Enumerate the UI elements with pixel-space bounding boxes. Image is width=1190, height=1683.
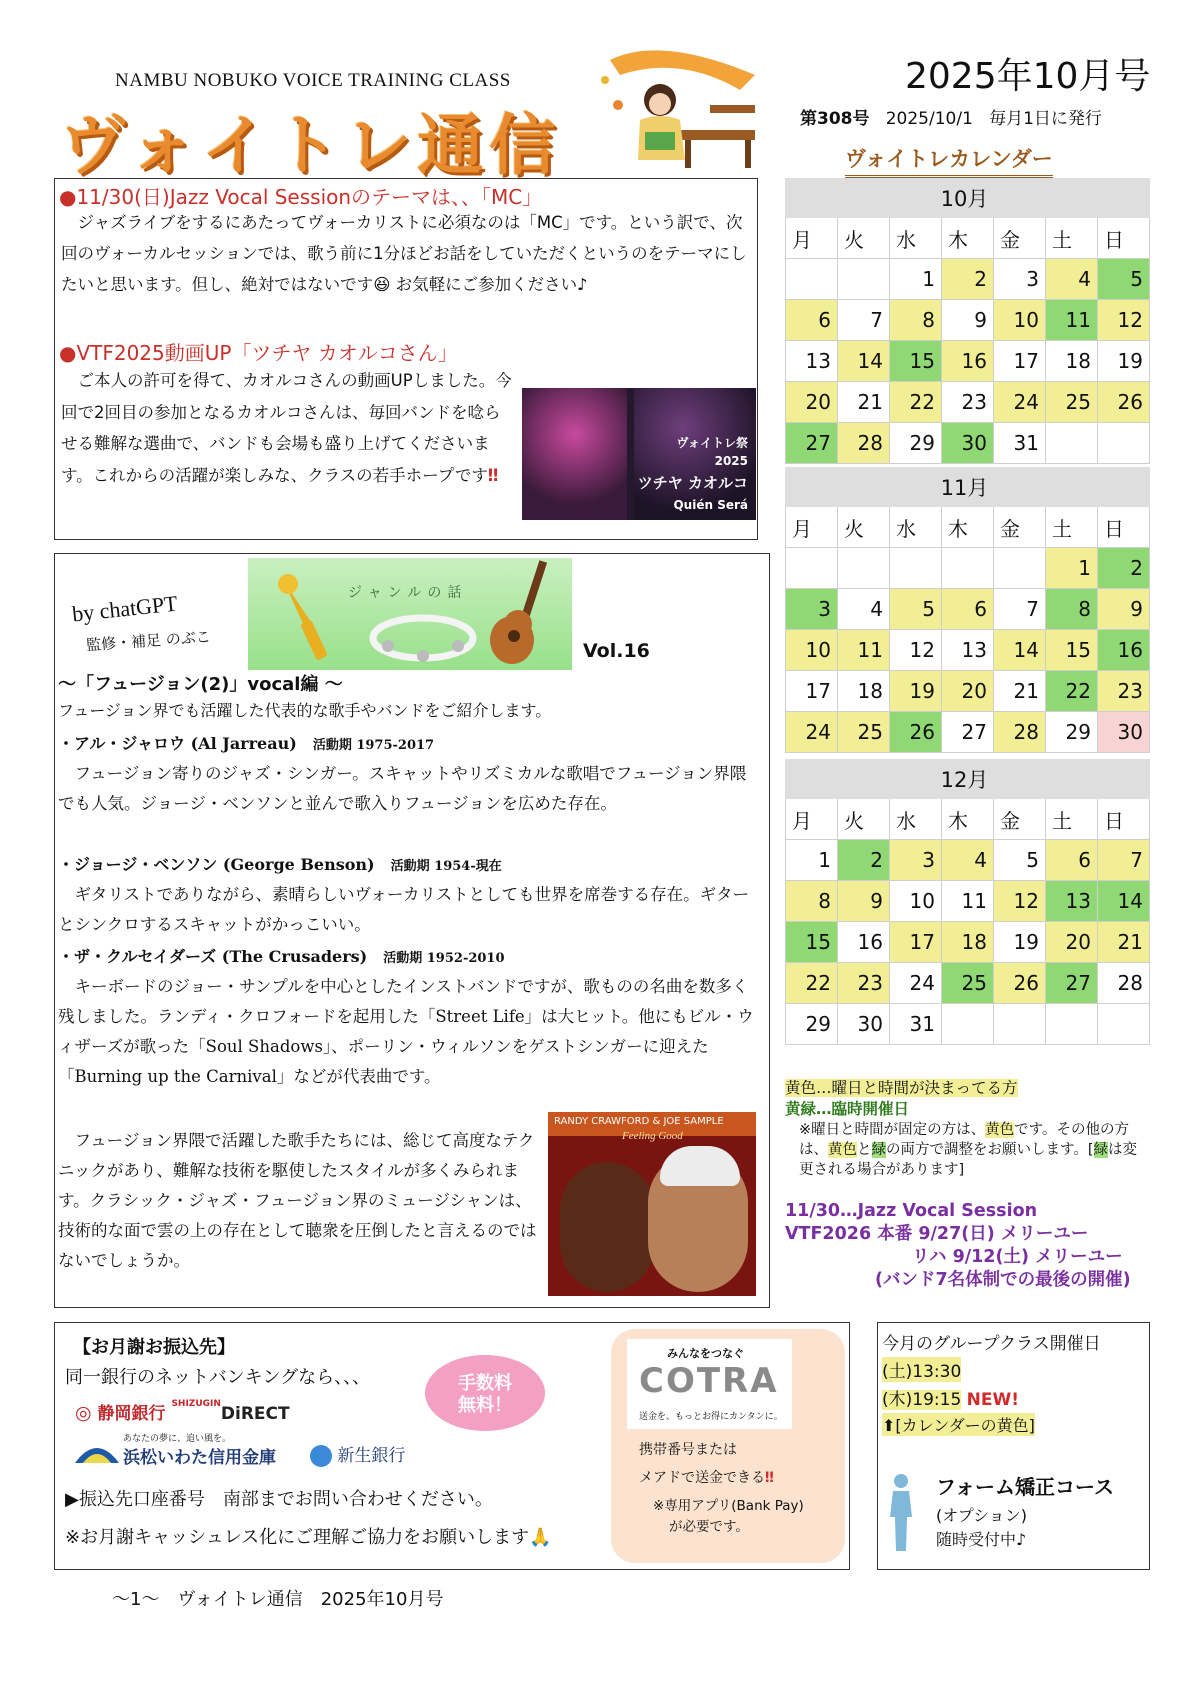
calendar-month <box>785 467 1150 753</box>
jazz-session-heading: ●11/30(日)Jazz Vocal Sessionのテーマは、、「MC」 <box>59 185 543 209</box>
form-course-title: フォーム矯正コース <box>936 1475 1114 1499</box>
video-event-label: ヴォイトレ祭 <box>676 436 748 450</box>
calendar-day: 23 <box>942 382 994 423</box>
calendar-day: 27 <box>786 423 838 464</box>
calendar-day: 2 <box>1098 548 1150 589</box>
calendar-day: 17 <box>994 341 1046 382</box>
calendar-day: 20 <box>942 671 994 712</box>
calendar-day: 5 <box>890 589 942 630</box>
video-name-label: ツチヤ カオルコ <box>637 474 748 492</box>
calendar-weekday: 月 <box>786 799 838 840</box>
reading-woman-illustration <box>590 50 760 178</box>
calendar-weekday: 日 <box>1098 218 1150 259</box>
calendar-day: 29 <box>890 423 942 464</box>
calendar-weekday: 木 <box>942 799 994 840</box>
calendar-day: 12 <box>1098 300 1150 341</box>
calendar-day <box>942 548 994 589</box>
calendar-day: 7 <box>1098 840 1150 881</box>
calendar-weekday: 土 <box>1046 218 1098 259</box>
cotra-note1: ※専用アプリ(Bank Pay) <box>653 1498 804 1514</box>
calendar-day: 29 <box>1046 712 1098 753</box>
calendar-day <box>994 1004 1046 1045</box>
calendar-day: 20 <box>1046 922 1098 963</box>
artist-text: ギタリストでありながら、素晴らしいヴォーカリストとしても世界を席巻する存在。ギターとシンクロするスキャットがかっこいい。 <box>58 885 750 934</box>
genre-heading: 〜「フュージョン(2)」vocal編 〜 <box>58 674 343 695</box>
calendar-day: 17 <box>786 671 838 712</box>
calendar-weekday: 日 <box>1098 799 1150 840</box>
calendar-day: 11 <box>1046 300 1098 341</box>
calendar-legend <box>785 1078 1160 1180</box>
form-course-option: (オプション) <box>936 1506 1028 1525</box>
calendar-day: 19 <box>890 671 942 712</box>
calendar-month-name: 11月 <box>786 468 1150 507</box>
bank-shizuoka: ◎ 静岡銀行 $^{SHIZUGIN}$DiRECT <box>75 1399 290 1424</box>
calendar-weekday: 火 <box>838 799 890 840</box>
calendar-day: 28 <box>1098 963 1150 1004</box>
calendar-day: 24 <box>994 382 1046 423</box>
calendar-weekday: 土 <box>1046 507 1098 548</box>
group-thu: (木)19:15 NEW! <box>882 1390 1020 1410</box>
calendar-day: 21 <box>838 382 890 423</box>
legend-green: 黄緑…臨時開催日 <box>785 1100 910 1118</box>
video-year-label: 2025 <box>714 454 748 468</box>
calendar-day: 18 <box>838 671 890 712</box>
form-course-recruit: 随時受付中♪ <box>936 1530 1027 1549</box>
calendar-day: 13 <box>942 630 994 671</box>
calendar-day: 14 <box>994 630 1046 671</box>
bank-shinsei: 新生銀行 <box>310 1441 405 1467</box>
calendar-day: 27 <box>942 712 994 753</box>
cotra-text1: 携帯番号または <box>639 1442 737 1458</box>
calendar-day: 3 <box>786 589 838 630</box>
account-info: ▶振込先口座番号 南部までお問い合わせください。 <box>65 1489 493 1510</box>
calendar-day <box>786 548 838 589</box>
calendar-day <box>942 1004 994 1045</box>
cotra-note2: が必要です。 <box>669 1519 749 1535</box>
event-vtf-note: (バンド7名体制での最後の開催) <box>875 1270 1131 1290</box>
calendar-day: 21 <box>1098 922 1150 963</box>
vtf-video-heading: ●VTF2025動画UP「ツチヤ カオルコさん」 <box>59 341 458 365</box>
video-song-label: Quién Será <box>673 498 748 512</box>
cd-cover-image <box>548 1112 756 1296</box>
event-vtf-rehearsal: リハ 9/12(土) メリーユー <box>912 1247 1123 1267</box>
calendar-day: 8 <box>1046 589 1098 630</box>
calendar-day: 22 <box>1046 671 1098 712</box>
calendar-month-name: 10月 <box>786 179 1150 218</box>
calendar-day: 3 <box>994 259 1046 300</box>
calendar-day: 17 <box>890 922 942 963</box>
calendar-title: ヴォイトレカレンダー <box>845 143 1053 178</box>
vtf-video-thumbnail[interactable] <box>522 388 756 520</box>
calendar-day: 23 <box>838 963 890 1004</box>
cd-title: Feeling Good <box>622 1130 683 1142</box>
calendar-day: 26 <box>1098 382 1150 423</box>
genre-supervisor: 監修・補足 のぶこ <box>85 627 212 655</box>
payment-box: 【お月謝お振込先】 同一銀行のネットバンキングなら、、、 手数料 無料！ ◎ 静岡銀行 $^{SHIZUGIN}$DiRECT あなたの夢に、追い風を。 浜松いわた信用金庫 新生銀行 ▶振込先口座番号 南部までお問い合わせください。 ※お月謝キャッシュレス化にご理解ご協力をお願いします🙏 みんなをつなぐ COTRA 送金を、もっとお得にカンタンに。 携帯番号または メアドで送金できる‼ ※専用アプリ(Bank Pay) が必要です。 <box>54 1322 850 1570</box>
calendar-weekday: 月 <box>786 218 838 259</box>
hamamatsu-logo-icon <box>75 1441 119 1465</box>
calendar-day: 13 <box>1046 881 1098 922</box>
calendar-day: 1 <box>890 259 942 300</box>
calendar-month <box>785 178 1150 464</box>
artist-name: ・アル・ジャロウ (Al Jarreau) 活動期 1975-2017 <box>58 734 435 753</box>
calendar-day <box>1098 1004 1150 1045</box>
group-sat: (土)13:30 <box>882 1357 961 1382</box>
calendar-weekday: 金 <box>994 218 1046 259</box>
page-footer: 〜1〜 ヴォイトレ通信 2025年10月号 <box>112 1589 444 1610</box>
calendar-weekday: 水 <box>890 218 942 259</box>
calendar-day: 15 <box>786 922 838 963</box>
calendar-weekday: 木 <box>942 507 994 548</box>
calendar-day: 13 <box>786 341 838 382</box>
shinsei-logo-icon <box>310 1445 332 1467</box>
calendar-day: 19 <box>1098 341 1150 382</box>
artist-name: ・ザ・クルセイダーズ (The Crusaders) 活動期 1952-2010 <box>58 947 505 966</box>
calendar-day: 7 <box>994 589 1046 630</box>
banner-label: ジャンルの話 <box>348 585 468 601</box>
calendar-day: 29 <box>786 1004 838 1045</box>
vtf-video-body: ご本人の許可を得て、カオルコさんの動画UPしました。今回で2回目の参加となるカオルコさんは、毎回バンドを唸らせる難解な選曲で、バンドも会場も盛り上げてくださいます。これからの活躍が楽しみな、クラスの若手ホープです‼ <box>61 371 512 485</box>
calendar-day: 1 <box>1046 548 1098 589</box>
calendar-day: 10 <box>994 300 1046 341</box>
calendar-weekday: 月 <box>786 507 838 548</box>
legend-note: ※曜日と時間が固定の方は、黄色です。その他の方は、黄色と緑の両方で調整をお願いします。[緑は変更される場合があります] <box>799 1122 1137 1178</box>
issue-note: 毎月1日に発行 <box>989 109 1102 129</box>
calendar-day: 19 <box>994 922 1046 963</box>
calendar-day <box>994 548 1046 589</box>
calendar-day: 27 <box>1046 963 1098 1004</box>
cotra-text2: メアドで送金できる‼ <box>639 1470 774 1486</box>
calendar-day: 16 <box>838 922 890 963</box>
calendar-day: 28 <box>994 712 1046 753</box>
genre-volume: Vol.16 <box>583 640 650 662</box>
calendar-month <box>785 759 1150 1045</box>
calendar-day: 23 <box>1098 671 1150 712</box>
group-note: ⬆[カレンダーの黄色] <box>882 1413 1035 1436</box>
payment-heading: 【お月謝お振込先】 <box>73 1337 235 1358</box>
calendar-day <box>838 548 890 589</box>
genre-closing: フュージョン界隈で活躍した歌手たちには、総じて高度なテクニックがあり、難解な技術を駆使したスタイルが多くみられます。クラシック・ジャズ・フュージョン界のミュージシャンは、技術的な面で雲の上の存在として聴衆を圧倒したと言えるのではないでしょうか。 <box>58 1131 537 1270</box>
cotra-panel <box>611 1329 845 1563</box>
calendar-day: 15 <box>890 341 942 382</box>
event-vtf-show: VTF2026 本番 9/27(日) メリーユー <box>785 1224 1089 1244</box>
calendar-day: 3 <box>890 840 942 881</box>
shizuoka-bank-icon: ◎ <box>75 1402 92 1424</box>
calendar-day <box>1098 423 1150 464</box>
calendar-day: 25 <box>942 963 994 1004</box>
calendar-day: 11 <box>942 881 994 922</box>
calendar-day: 25 <box>838 712 890 753</box>
calendar-day: 6 <box>786 300 838 341</box>
calendar-day: 30 <box>1098 712 1150 753</box>
calendar-day: 1 <box>786 840 838 881</box>
calendar-day: 6 <box>1046 840 1098 881</box>
calendar-weekday: 金 <box>994 507 1046 548</box>
calendar-month-name: 12月 <box>786 760 1150 799</box>
calendar-day <box>838 259 890 300</box>
tambourine-icon <box>368 610 478 666</box>
calendar-weekday: 水 <box>890 507 942 548</box>
genre-banner <box>248 558 572 670</box>
posture-figure-icon <box>886 1473 916 1551</box>
payment-line1: 同一銀行のネットバンキングなら、、、 <box>65 1367 371 1388</box>
fee-free-bubble: 手数料 無料！ <box>425 1355 545 1431</box>
newsletter-logo-title: ヴォイトレ通信 <box>60 107 562 184</box>
event-list <box>785 1200 1131 1292</box>
artist-text: キーボードのジョー・サンプルを中心としたインストバンドですが、歌ものの名曲を数多く残しました。ランディ・クロフォードを起用した「Street Life」は大ヒット。他にもビル・ウィザーズが歌った「Soul Shadows」、ポーリン・ウィルソンをゲストシンガーに迎えた「Burning up the Carnival」などが代表曲です。 <box>58 977 754 1086</box>
calendar-day: 4 <box>1046 259 1098 300</box>
group-class-box <box>877 1322 1150 1570</box>
calendar-weekday: 水 <box>890 799 942 840</box>
cotra-logo: みんなをつなぐ COTRA 送金を、もっとお得にカンタンに。 <box>627 1339 792 1429</box>
calendar-day: 12 <box>890 630 942 671</box>
calendar-weekday: 木 <box>942 218 994 259</box>
calendar-weekday: 金 <box>994 799 1046 840</box>
calendar-day: 2 <box>942 259 994 300</box>
calendar-day: 18 <box>1046 341 1098 382</box>
calendar-day: 6 <box>942 589 994 630</box>
issue-meta <box>800 104 1102 129</box>
calendar-day: 26 <box>890 712 942 753</box>
calendar-day: 16 <box>942 341 994 382</box>
calendar-day: 11 <box>838 630 890 671</box>
class-name: NAMBU NOBUKO VOICE TRAINING CLASS <box>115 70 511 91</box>
calendar-weekday: 土 <box>1046 799 1098 840</box>
calendar-day: 5 <box>1098 259 1150 300</box>
calendar-day: 22 <box>786 963 838 1004</box>
calendar-day: 12 <box>994 881 1046 922</box>
calendar-day: 7 <box>838 300 890 341</box>
calendar-day: 20 <box>786 382 838 423</box>
calendar-day: 8 <box>786 881 838 922</box>
calendar-weekday: 日 <box>1098 507 1150 548</box>
calendar-day: 9 <box>942 300 994 341</box>
event-jazz-session: 11/30…Jazz Vocal Session <box>785 1201 1038 1221</box>
calendar-day: 16 <box>1098 630 1150 671</box>
issue-number: 第308号 <box>800 109 870 129</box>
calendar-day <box>1046 423 1098 464</box>
calendar-day: 30 <box>838 1004 890 1045</box>
calendar-day <box>890 548 942 589</box>
issue-month: 2025年10月号 <box>905 56 1151 97</box>
group-heading: 今月のグループクラス開催日 <box>882 1334 1101 1354</box>
artist-name: ・ジョージ・ベンソン (George Benson) 活動期 1954-現在 <box>58 855 502 874</box>
trumpet-icon <box>278 570 348 665</box>
calendar-day: 31 <box>890 1004 942 1045</box>
calendar-day: 8 <box>890 300 942 341</box>
calendar-day <box>1046 1004 1098 1045</box>
calendar-weekday: 火 <box>838 507 890 548</box>
calendar-weekday: 火 <box>838 218 890 259</box>
calendar-day: 22 <box>890 382 942 423</box>
calendar-day: 5 <box>994 840 1046 881</box>
calendar-day: 24 <box>890 963 942 1004</box>
calendar-day: 14 <box>1098 881 1150 922</box>
calendar-day: 26 <box>994 963 1046 1004</box>
genre-intro: フュージョン界でも活躍した代表的な歌手やバンドをご紹介します。 <box>58 701 552 720</box>
calendar-day: 30 <box>942 423 994 464</box>
calendar-day: 9 <box>1098 589 1150 630</box>
calendar-day: 10 <box>890 881 942 922</box>
legend-yellow: 黄色…曜日と時間が決まってる方 <box>785 1079 1018 1097</box>
ukulele-icon <box>480 560 560 668</box>
calendar-day: 9 <box>838 881 890 922</box>
cashless-note: ※お月謝キャッシュレス化にご理解ご協力をお願いします🙏 <box>65 1527 552 1548</box>
calendar-day: 18 <box>942 922 994 963</box>
calendar-day: 21 <box>994 671 1046 712</box>
artist-text: フュージョン寄りのジャズ・シンガー。スキャットやリズミカルな歌唱でフュージョン界隈でも人気。ジョージ・ベンソンと並んで歌入りフュージョンを広めた存在。 <box>58 764 747 813</box>
calendar-day: 4 <box>942 840 994 881</box>
calendar-day: 2 <box>838 840 890 881</box>
calendar-day: 15 <box>1046 630 1098 671</box>
calendar-day: 28 <box>838 423 890 464</box>
genre-author: by chatGPT <box>70 590 179 627</box>
calendar-day: 25 <box>1046 382 1098 423</box>
calendar-day: 14 <box>838 341 890 382</box>
jazz-session-body: ジャズライブをするにあたってヴォーカリストに必須なのは「MC」です。という訳で、次回のヴォーカルセッションでは、歌う前に1分ほどお話をしていただくというのをテーマにしたいと思います。但し、絶対ではないです😆 お気軽にご参加ください♪ <box>61 213 747 294</box>
calendar-day: 4 <box>838 589 890 630</box>
cd-artist: RANDY CRAWFORD & JOE SAMPLE <box>554 1116 724 1127</box>
calendar-day: 24 <box>786 712 838 753</box>
issue-date: 2025/10/1 <box>885 109 973 129</box>
calendar-day <box>786 259 838 300</box>
calendar-day: 10 <box>786 630 838 671</box>
calendar-day: 31 <box>994 423 1046 464</box>
